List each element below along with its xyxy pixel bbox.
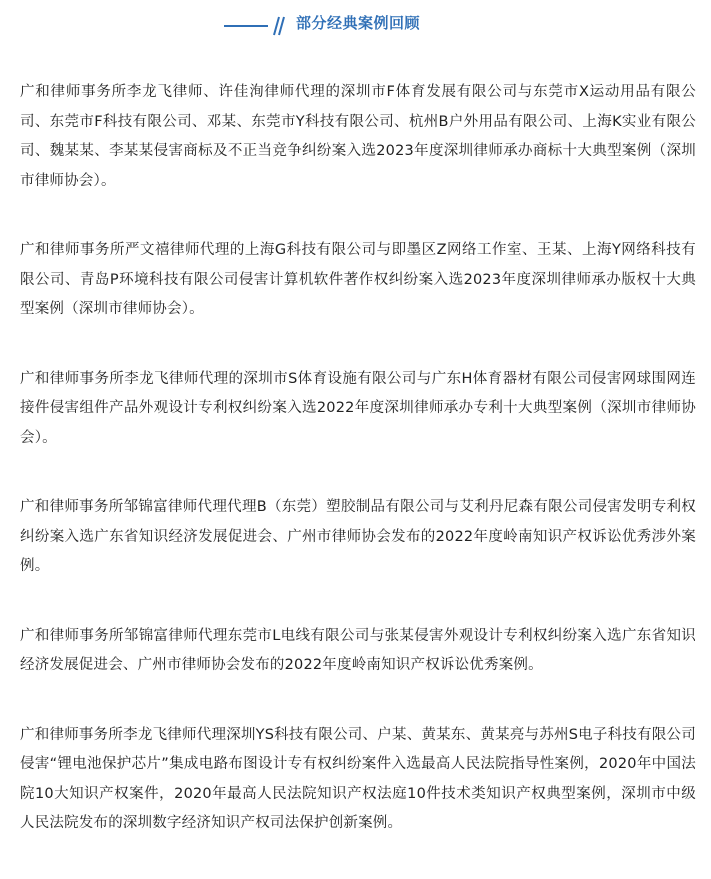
case-paragraph: 广和律师事务所邹锦富律师代理东莞市L电线有限公司与张某侵害外观设计专利权纠纷案入选广东省知识经济发展促进会、广州市律师协会发布的2022年度岭南知识产权诉讼优秀案例。: [20, 627, 696, 673]
case-list: [20, 78, 696, 879]
case-paragraph: 广和律师事务所李龙飞律师代理的深圳市S体育设施有限公司与广东H体育器材有限公司侵害网球围网连接件侵害组件产品外观设计专利权纠纷案入选2022年度深圳律师承办专利十大典型案例（深圳市律师协会）。: [20, 370, 696, 446]
case-paragraph: 广和律师事务所严文禧律师代理的上海G科技有限公司与即墨区Z网络工作室、王某、上海Y网络科技有限公司、青岛P环境科技有限公司侵害计算机软件著作权纠纷案入选2023年度深圳律师承办版权十大典型案例（深圳市律师协会）。: [20, 242, 696, 317]
slash-decoration-icon: [268, 15, 286, 37]
header-divider-line: [224, 25, 268, 27]
section-title: 部分经典案例回顾: [296, 14, 421, 32]
case-paragraph: 广和律师事务所邹锦富律师代理代理B（东莞）塑胶制品有限公司与艾利丹尼森有限公司侵害发明专利权纠纷案入选广东省知识经济发展促进会、广州市律师协会发布的2022年度岭南知识产权诉讼优秀涉外案例。: [20, 499, 696, 574]
case-paragraph: 广和律师事务所李龙飞律师、许佳洵律师代理的深圳市F体育发展有限公司与东莞市X运动用品有限公司、东莞市F科技有限公司、邓某、东莞市Y科技有限公司、杭州B户外用品有限公司、上海K实业有限公司、魏某某、李某某侵害商标及不正当竞争纠纷案入选2023年度深圳律师承办商标十大典型案例（深圳市律师协会）。: [20, 84, 696, 189]
case-paragraph: 广和律师事务所李龙飞律师代理深圳YS科技有限公司、户某、黄某东、黄某亮与苏州S电子科技有限公司侵害“锂电池保护芯片”集成电路布图设计专有权纠纷案件入选最高人民法院指导性案例，2020年中国法院10大知识产权案件，2020年最高人民法院知识产权法庭10件技术类知识产权典型案例，深圳市中级人民法院发布的深圳数字经济知识产权司法保护创新案例。: [20, 726, 696, 831]
section-header: [0, 10, 711, 36]
